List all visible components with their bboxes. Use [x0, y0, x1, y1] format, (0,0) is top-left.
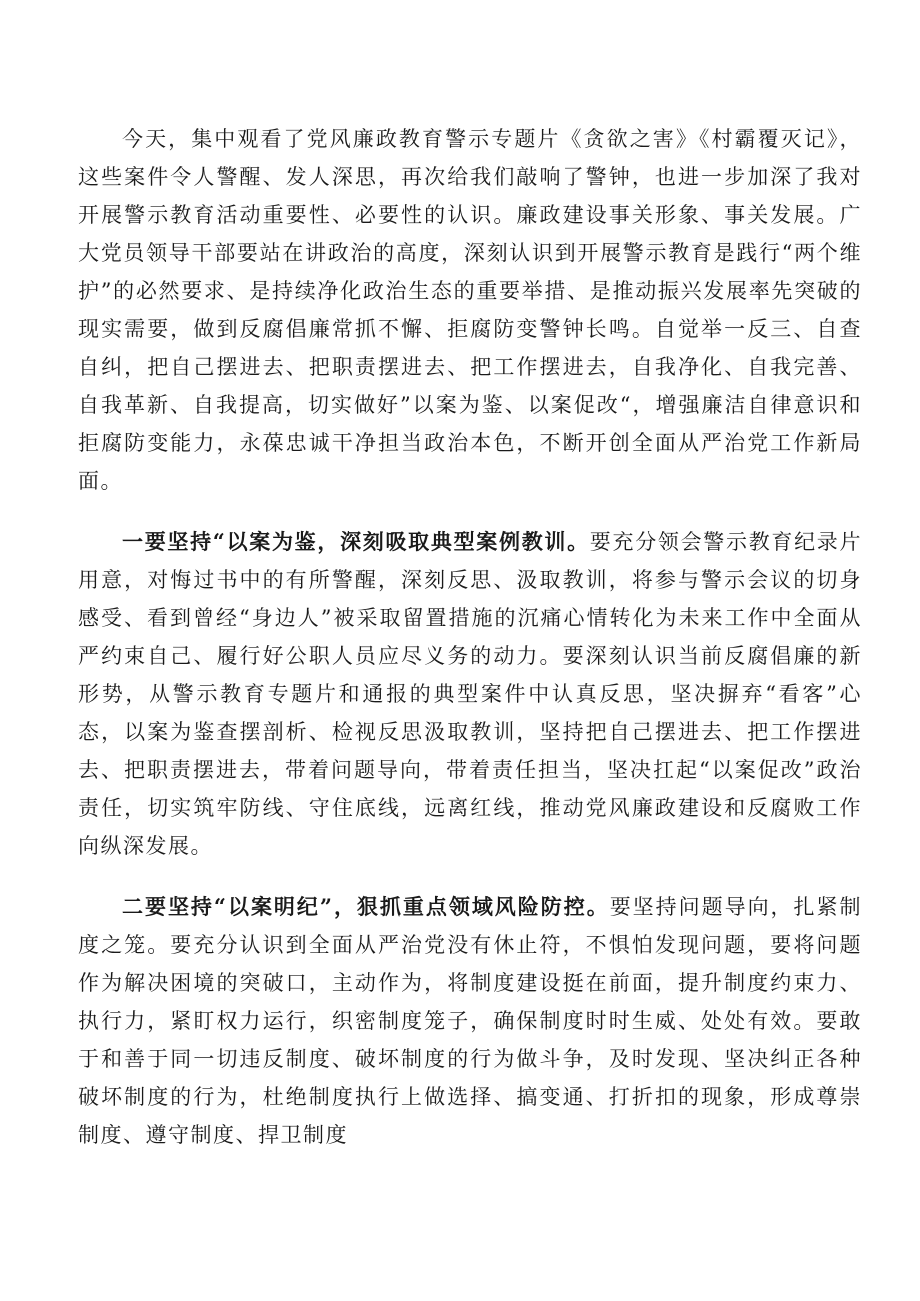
paragraph-lead: 一要坚持“以案为鉴，深刻吸取典型案例教训。 — [122, 529, 590, 554]
document-page — [78, 120, 862, 1177]
paragraph-intro — [78, 120, 862, 500]
paragraph-point-two — [78, 888, 862, 1154]
paragraph-text: 要充分领会警示教育纪录片用意，对悔过书中的有所警醒，深刻反思、汲取教训，将参与警示会议的切身感受、看到曾经“身边人”被采取留置措施的沉痛心情转化为未来工作中全面从严约束自己、履行好公职人员应尽义务的动力。要深刻认识当前反腐倡廉的新形势，从警示教育专题片和通报的典型案件中认真反思，坚决摒弃“看客”心态，以案为鉴查摆剖析、检视反思汲取教训，坚持把自己摆进去、把工作摆进去、把职责摆进去，带着问题导向，带着责任担当，坚决扛起“以案促改”政治责任，切实筑牢防线、守住底线，远离红线，推动党风廉政建设和反腐败工作向纵深发展。 — [78, 530, 863, 858]
paragraph-text: 今天，集中观看了党风廉政教育警示专题片《贪欲之害》《村霸覆灭记》，这些案件令人警醒、发人深思，再次给我们敲响了警钟，也进一步加深了我对开展警示教育活动重要性、必要性的认识。廉政建设事关形象、事关发展。广大党员领导干部要站在讲政治的高度，深刻认识到开展警示教育是践行“两个维护”的必然要求、是持续净化政治生态的重要举措、是推动振兴发展率先突破的现实需要，做到反腐倡廉常抓不懈、拒腐防变警钟长鸣。自觉举一反三、自查自纠，把自己摆进去、把职责摆进去、把工作摆进去，自我净化、自我完善、自我革新、自我提高，切实做好”以案为鉴、以案促改“，增强廉洁自律意识和拒腐防变能力，永葆忠诚干净担当政治本色，不断开创全面从严治党工作新局面。 — [78, 127, 862, 493]
paragraph-point-one — [78, 523, 862, 865]
paragraph-text: 要坚持问题导向，扎紧制度之笼。要充分认识到全面从严治党没有休止符，不惧怕发现问题，要将问题作为解决困境的突破口，主动作为，将制度建设挺在前面，提升制度约束力、执行力，紧盯权力运行，织密制度笼子，确保制度时时生威、处处有效。要敢于和善于同一切违反制度、破坏制度的行为做斗争，及时发现、坚决纠正各种破坏制度的行为，杜绝制度执行上做选择、搞变通、打折扣的现象，形成尊崇制度、遵守制度、捍卫制度 — [78, 895, 862, 1147]
paragraph-lead: 二要坚持“以案明纪”，狠抓重点领域风险防控。 — [122, 894, 610, 919]
